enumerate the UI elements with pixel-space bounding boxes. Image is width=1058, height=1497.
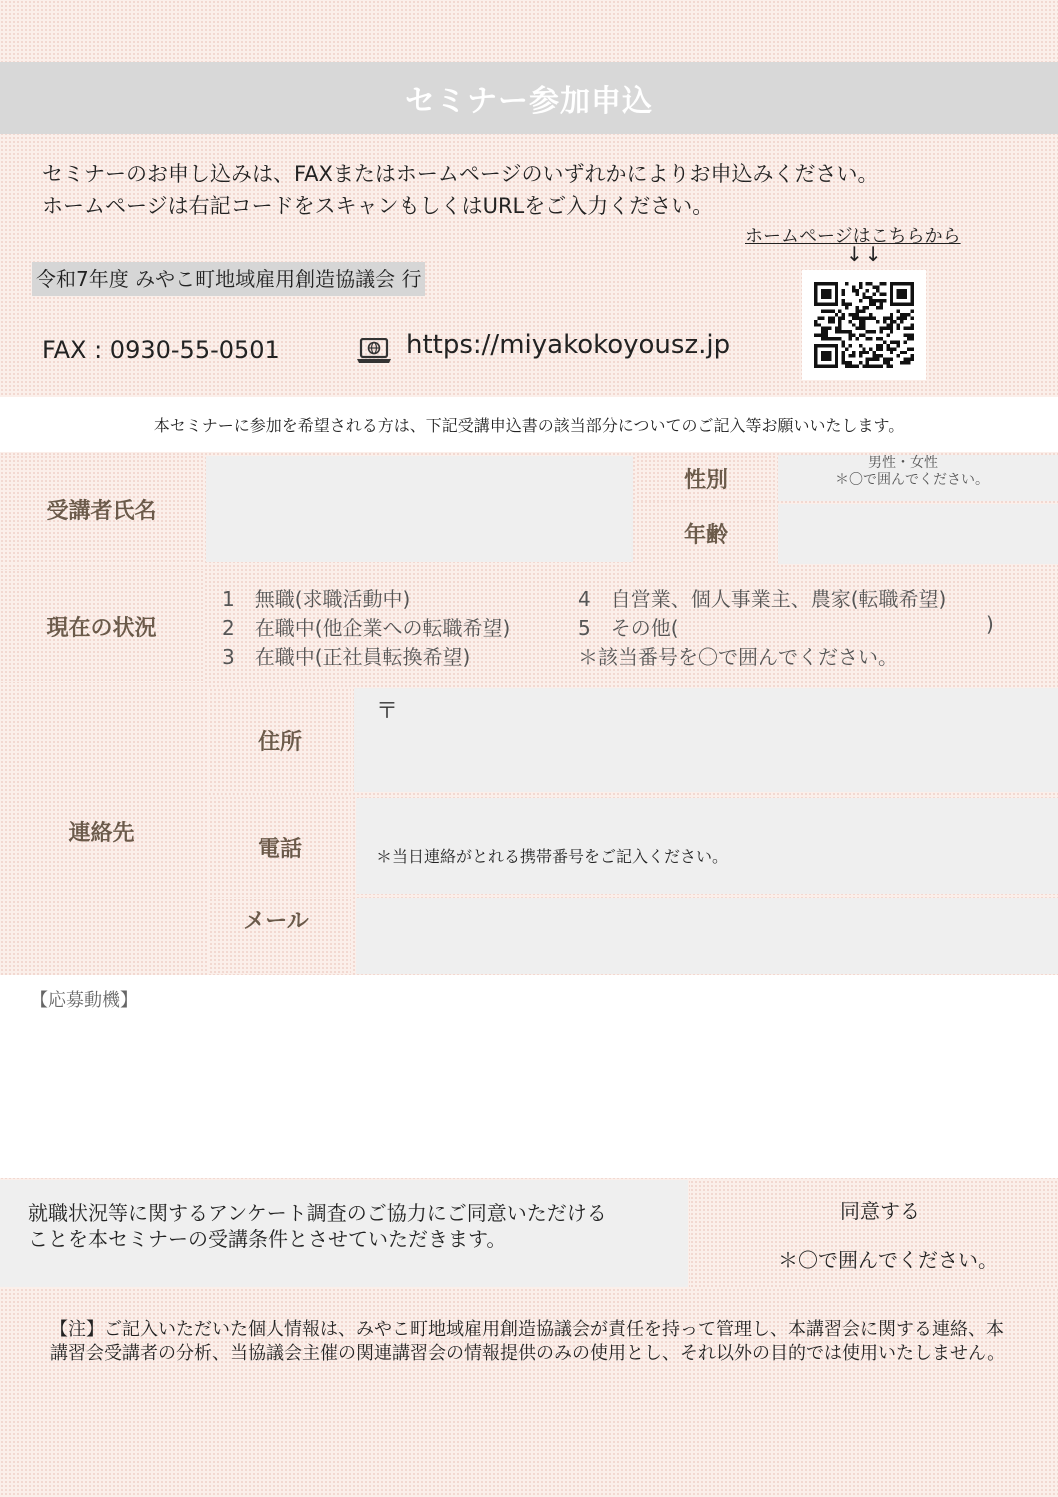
privacy-note: 【注】ご記入いただいた個人情報は、みやこ町地域雇用創造協議会が責任を持って管理し、本講習会に関する連絡、本講習会受講者の分析、当協議会主催の関連講習会の情報提供のみの使用とし、それ以外の目的では使用いたしません。 <box>50 1319 1006 1364</box>
name-input[interactable] <box>206 456 633 562</box>
status-option-4[interactable]: 4 自営業、個人事業主、農家(転職希望) <box>578 587 947 611</box>
status-option-1[interactable]: 1 無職(求職活動中) <box>222 587 411 611</box>
survey-line-1: 就職状況等に関するアンケート調査のご協力にご同意いただける <box>28 1201 607 1225</box>
homepage-link[interactable]: ホームページはこちらから <box>745 226 961 247</box>
laptop-globe-icon <box>356 338 392 364</box>
gender-label: 性別 <box>636 455 776 501</box>
email-input[interactable] <box>356 898 1058 974</box>
agree-note: ＊〇で囲んでください。 <box>778 1248 998 1272</box>
age-input[interactable] <box>778 504 1058 564</box>
status-option-5[interactable]: 5 その他( <box>578 616 679 640</box>
phone-label: 電話 <box>209 796 351 898</box>
survey-line-2: ことを本セミナーの受講条件とさせていただきます。 <box>28 1227 507 1251</box>
status-label: 現在の状況 <box>0 570 203 682</box>
intro-line-1: セミナーのお申し込みは、FAXまたはホームページのいずれかによりお申込みください。 <box>42 162 879 186</box>
notice-text: 本セミナーに参加を希望される方は、下記受講申込書の該当部分についてのご記入等お願いいたします。 <box>153 416 905 435</box>
down-arrows: ↓↓ <box>846 242 884 266</box>
agree-label[interactable]: 同意する <box>840 1199 920 1223</box>
name-label: 受講者氏名 <box>0 455 203 563</box>
contact-label: 連絡先 <box>0 688 203 974</box>
phone-note: ＊当日連絡がとれる携帯番号をご記入ください。 <box>376 847 729 866</box>
title-bar <box>0 62 1058 134</box>
notice-band <box>0 397 1058 452</box>
fax-number: FAX : 0930-55-0501 <box>42 336 280 364</box>
address-label: 住所 <box>209 688 351 793</box>
status-option-3[interactable]: 3 在職中(正社員転換希望) <box>222 645 471 669</box>
age-label: 年齢 <box>636 504 776 562</box>
status-option-2[interactable]: 2 在職中(他企業への転職希望) <box>222 616 511 640</box>
intro-line-2: ホームページは右記コードをスキャンもしくはURLをご入力ください。 <box>42 194 714 218</box>
gender-options: 男性・女性 <box>868 455 938 471</box>
status-option-5-close: ) <box>986 612 994 636</box>
addressee: 令和7年度 みやこ町地域雇用創造協議会 行 <box>32 262 425 296</box>
survey-text <box>28 1200 607 1252</box>
postal-mark: 〒 <box>376 699 399 724</box>
motive-label: 【応募動機】 <box>30 990 138 1011</box>
email-label: メール <box>209 898 351 974</box>
gender-note: ＊〇で囲んでください。 <box>835 472 989 488</box>
qr-code[interactable] <box>802 270 926 380</box>
homepage-url[interactable]: https://miyakokoyousz.jp <box>406 330 731 360</box>
address-input[interactable] <box>354 688 1058 792</box>
page-title: セミナー参加申込 <box>405 84 653 119</box>
status-note: ＊該当番号を〇で囲んでください。 <box>578 645 898 669</box>
motive-textarea[interactable] <box>0 975 1058 1178</box>
